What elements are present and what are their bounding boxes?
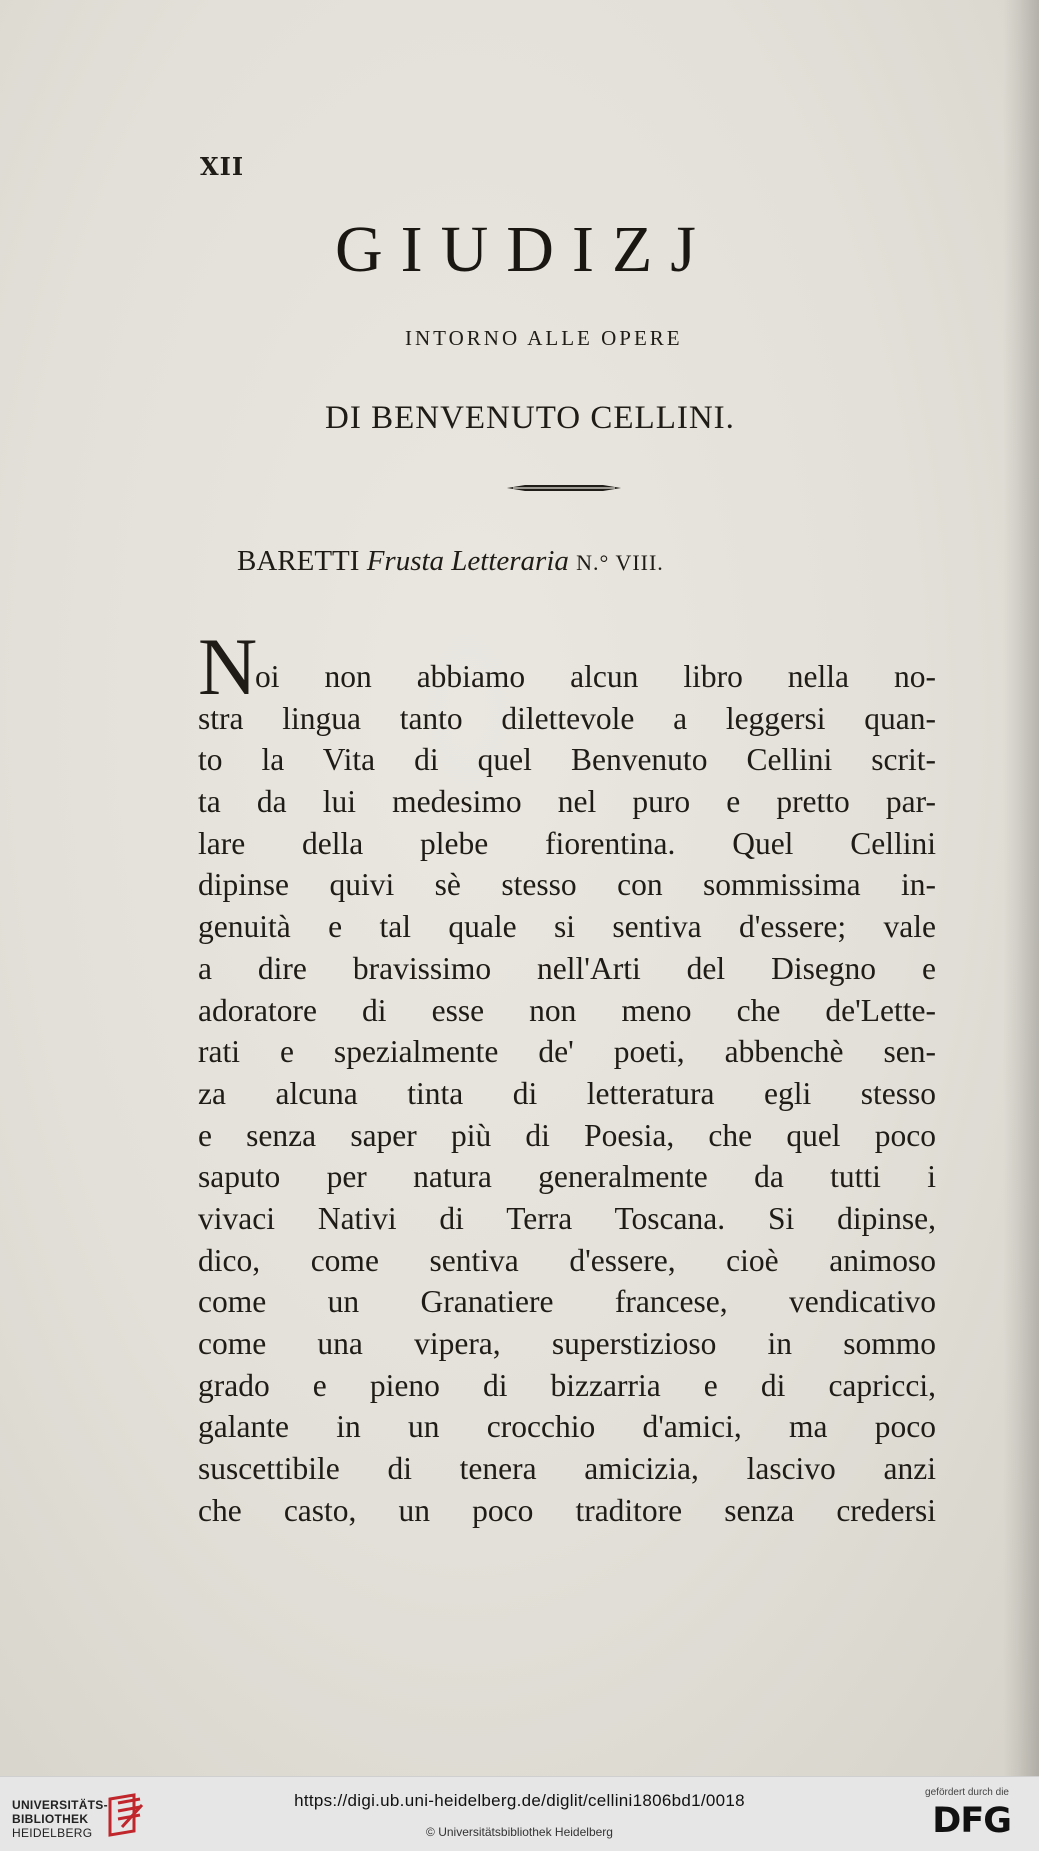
ornament-rule-icon [505,483,623,493]
byline-author: BARETTI [237,545,360,577]
permalink-url[interactable]: https://digi.ub.uni-heidelberg.de/diglit/cellini1806bd1/0018 [294,1791,745,1810]
text-line: za alcuna tinta di letteratura egli stesso [198,1075,936,1111]
text-line: suscettibile di tenera amicizia, lascivo anzi [198,1451,936,1487]
text-line: ta da lui medesimo nel puro e pretto par- [198,784,936,820]
byline [237,545,664,578]
text-line: galante in un crocchio d'amici, ma poco [198,1409,936,1445]
drop-cap: N [198,621,258,712]
text-line: e senza saper più di Poesia, che quel poco [198,1117,936,1153]
byline-number: N.° VIII. [576,550,664,575]
text-line: adoratore di esse non meno che de'Lette- [198,992,936,1028]
library-name-3: HEIDELBERG [12,1826,93,1840]
text-line: come una vipera, superstizioso in sommo [198,1326,936,1361]
page-edge-shadow [1003,0,1039,1776]
page-title: GIUDIZJ [335,213,714,286]
text-line: to la Vita di quel Benvenuto Cellini scrit- [198,742,936,778]
funding-label: gefördert durch die [925,1787,1009,1798]
text-line: saputo per natura generalmente da tutti i [198,1159,936,1195]
body-text [198,656,936,1531]
text-line: lare della plebe fiorentina. Quel Cellini [198,825,936,861]
library-name-1: UNIVERSITÄTS- [12,1798,108,1812]
library-name-2: BIBLIOTHEK [12,1812,89,1826]
dfg-logo[interactable]: DFG [932,1801,1011,1841]
viewer-footer [0,1776,1039,1851]
text-line: rati e spezialmente de' poeti, abbenchè sen- [198,1034,936,1070]
text-line: dipinse quivi sè stesso con sommissima in- [198,867,936,903]
byline-work: Frusta Letteraria [366,545,569,577]
page-number: XII [200,152,245,181]
text-line: vivaci Nativi di Terra Toscana. Si dipinse, [198,1200,936,1236]
copyright-notice: © Universitätsbibliothek Heidelberg [426,1825,613,1839]
text-line: come un Granatiere francese, vendicativo [198,1284,936,1320]
text-line: stra lingua tanto dilettevole a leggersi quan- [198,700,936,736]
subtitle: INTORNO ALLE OPERE [405,326,683,350]
text-line: dico, come sentiva d'essere, cioè animoso [198,1242,936,1278]
text-line: oi non abbiamo alcun libro nella no- [255,659,936,694]
text-line: a dire bravissimo nell'Arti del Disegno e [198,950,936,986]
text-line: genuità e tal quale si sentiva d'essere; vale [198,909,936,945]
subtitle-author: DI BENVENUTO CELLINI. [325,400,735,436]
text-line: che casto, un poco traditore senza credersi [198,1492,936,1528]
text-line: grado e pieno di bizzarria e di capricci, [198,1367,936,1403]
